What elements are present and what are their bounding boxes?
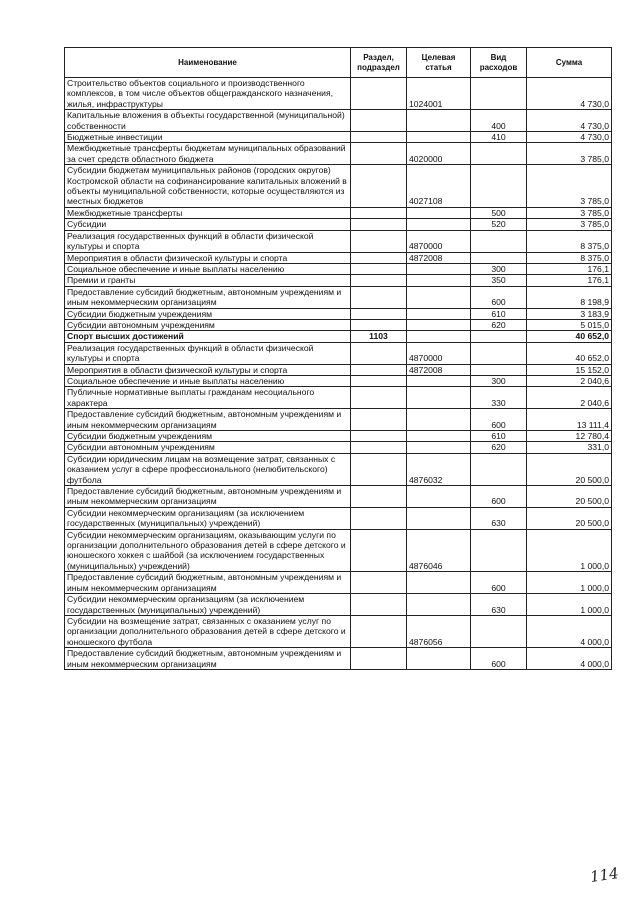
- cell-target: 4872008: [407, 364, 471, 375]
- cell-name: Субсидии бюджетным учреждениям: [65, 431, 351, 442]
- cell-name: Премии и гранты: [65, 275, 351, 286]
- cell-sum: 3 785,0: [527, 165, 612, 208]
- page-number: 114: [588, 864, 620, 886]
- table-row: [65, 132, 612, 143]
- table-row: [65, 486, 612, 508]
- cell-section: [351, 431, 407, 442]
- cell-section: [351, 442, 407, 453]
- cell-sum: 40 652,0: [527, 331, 612, 342]
- cell-name: Субсидии на возмещение затрат, связанных с оказанием услуг по организации дополнительного образования детей в сфере детского и юношеского футбола: [65, 615, 351, 647]
- cell-name: Субсидии некоммерческим организациям (за исключением государственных (муниципальных) учреждений): [65, 507, 351, 529]
- table-row: [65, 431, 612, 442]
- cell-section: [351, 78, 407, 110]
- cell-target: [407, 486, 471, 508]
- table-row: [65, 453, 612, 485]
- table-row: [65, 219, 612, 230]
- cell-type: 610: [471, 308, 527, 319]
- cell-section: [351, 594, 407, 616]
- cell-target: [407, 319, 471, 330]
- cell-sum: 8 375,0: [527, 230, 612, 252]
- table-row: [65, 594, 612, 616]
- table-row: [65, 529, 612, 572]
- cell-type: 610: [471, 431, 527, 442]
- cell-name: Субсидии юридическим лицам на возмещение затрат, связанных с оказанием услуг в сфере профессионального (нелюбительского) футбола: [65, 453, 351, 485]
- cell-type: 630: [471, 507, 527, 529]
- cell-type: 620: [471, 319, 527, 330]
- cell-sum: 176,1: [527, 275, 612, 286]
- cell-target: [407, 331, 471, 342]
- cell-sum: 8 198,9: [527, 286, 612, 308]
- table-row: [65, 409, 612, 431]
- cell-type: [471, 615, 527, 647]
- cell-name: Субсидии бюджетным учреждениям: [65, 308, 351, 319]
- cell-target: [407, 132, 471, 143]
- cell-type: [471, 529, 527, 572]
- cell-section: [351, 342, 407, 364]
- cell-target: 4870000: [407, 342, 471, 364]
- cell-name: Реализация государственных функций в области физической культуры и спорта: [65, 230, 351, 252]
- table-row: [65, 165, 612, 208]
- table-row: [65, 207, 612, 218]
- cell-sum: 4 730,0: [527, 132, 612, 143]
- cell-type: 400: [471, 110, 527, 132]
- cell-name: Субсидии некоммерческим организациям (за исключением государственных (муниципальных) учреждений): [65, 594, 351, 616]
- table-row: [65, 342, 612, 364]
- cell-section: [351, 364, 407, 375]
- header-row: [65, 48, 612, 78]
- cell-target: 1024001: [407, 78, 471, 110]
- cell-target: [407, 207, 471, 218]
- cell-section: [351, 110, 407, 132]
- table-row: [65, 308, 612, 319]
- table-row: [65, 319, 612, 330]
- cell-section: [351, 615, 407, 647]
- cell-name: Строительство объектов социального и производственного комплексов, в том числе объектов общегражданского назначения, жилья, инфраструктуры: [65, 78, 351, 110]
- header-sum: Сумма: [527, 48, 612, 78]
- cell-target: [407, 275, 471, 286]
- cell-section: [351, 453, 407, 485]
- table-row: [65, 252, 612, 263]
- header-section: Раздел, подраздел: [351, 48, 407, 78]
- cell-sum: 20 500,0: [527, 486, 612, 508]
- cell-type: 620: [471, 442, 527, 453]
- cell-type: [471, 165, 527, 208]
- cell-section: [351, 308, 407, 319]
- cell-type: 330: [471, 387, 527, 409]
- cell-section: [351, 409, 407, 431]
- cell-type: 600: [471, 409, 527, 431]
- cell-name: Субсидии автономным учреждениям: [65, 319, 351, 330]
- table-row: [65, 110, 612, 132]
- cell-sum: 40 652,0: [527, 342, 612, 364]
- cell-sum: 3 785,0: [527, 219, 612, 230]
- cell-name: Реализация государственных функций в области физической культуры и спорта: [65, 342, 351, 364]
- table-row: [65, 364, 612, 375]
- cell-sum: 176,1: [527, 263, 612, 274]
- cell-type: 300: [471, 263, 527, 274]
- cell-type: [471, 342, 527, 364]
- table-row: [65, 78, 612, 110]
- cell-type: 520: [471, 219, 527, 230]
- cell-type: 600: [471, 572, 527, 594]
- cell-section: [351, 319, 407, 330]
- cell-name: Социальное обеспечение и иные выплаты населению: [65, 375, 351, 386]
- cell-name: Предоставление субсидий бюджетным, автономным учреждениям и иным некоммерческим организациям: [65, 572, 351, 594]
- cell-target: [407, 263, 471, 274]
- cell-target: 4870000: [407, 230, 471, 252]
- cell-name: Предоставление субсидий бюджетным, автономным учреждениям и иным некоммерческим организациям: [65, 409, 351, 431]
- cell-target: 4872008: [407, 252, 471, 263]
- cell-type: 300: [471, 375, 527, 386]
- cell-name: Межбюджетные трансферты бюджетам муниципальных образований за счет средств областного бюджета: [65, 143, 351, 165]
- cell-sum: 12 780,4: [527, 431, 612, 442]
- cell-section: [351, 143, 407, 165]
- cell-sum: 8 375,0: [527, 252, 612, 263]
- cell-target: [407, 110, 471, 132]
- cell-section: [351, 529, 407, 572]
- cell-name: Субсидии бюджетам муниципальных районов (городских округов) Костромской области на софинансирование капитальных вложений в объекты муниципальной собственности, которые осуществляются из местных бюджетов: [65, 165, 351, 208]
- cell-section: [351, 486, 407, 508]
- cell-section: [351, 648, 407, 670]
- cell-name: Предоставление субсидий бюджетным, автономным учреждениям и иным некоммерческим организациям: [65, 286, 351, 308]
- cell-target: [407, 409, 471, 431]
- cell-sum: 331,0: [527, 442, 612, 453]
- table-row: [65, 143, 612, 165]
- cell-type: 410: [471, 132, 527, 143]
- cell-sum: 3 785,0: [527, 207, 612, 218]
- cell-name: Мероприятия в области физической культуры и спорта: [65, 364, 351, 375]
- cell-target: [407, 431, 471, 442]
- cell-section: [351, 263, 407, 274]
- cell-section: [351, 375, 407, 386]
- cell-target: [407, 572, 471, 594]
- cell-name: Предоставление субсидий бюджетным, автономным учреждениям и иным некоммерческим организациям: [65, 648, 351, 670]
- cell-type: [471, 78, 527, 110]
- cell-sum: 20 500,0: [527, 453, 612, 485]
- header-name: Наименование: [65, 48, 351, 78]
- cell-target: [407, 375, 471, 386]
- cell-sum: 1 000,0: [527, 572, 612, 594]
- cell-sum: 4 000,0: [527, 615, 612, 647]
- cell-sum: 20 500,0: [527, 507, 612, 529]
- cell-sum: 2 040,6: [527, 387, 612, 409]
- cell-type: [471, 252, 527, 263]
- cell-sum: 5 015,0: [527, 319, 612, 330]
- table-row: [65, 507, 612, 529]
- table-row: [65, 286, 612, 308]
- cell-target: [407, 507, 471, 529]
- cell-target: 4876032: [407, 453, 471, 485]
- cell-type: 500: [471, 207, 527, 218]
- cell-type: 350: [471, 275, 527, 286]
- table-body: [65, 78, 612, 670]
- table-row: [65, 442, 612, 453]
- table-row: [65, 387, 612, 409]
- cell-section: 1103: [351, 331, 407, 342]
- cell-target: 4876056: [407, 615, 471, 647]
- cell-type: [471, 230, 527, 252]
- cell-name: Бюджетные инвестиции: [65, 132, 351, 143]
- cell-type: 600: [471, 648, 527, 670]
- cell-name: Межбюджетные трансферты: [65, 207, 351, 218]
- cell-sum: 1 000,0: [527, 529, 612, 572]
- cell-section: [351, 387, 407, 409]
- cell-section: [351, 165, 407, 208]
- cell-sum: 13 111,4: [527, 409, 612, 431]
- cell-target: [407, 219, 471, 230]
- cell-name: Предоставление субсидий бюджетным, автономным учреждениям и иным некоммерческим организациям: [65, 486, 351, 508]
- cell-target: [407, 308, 471, 319]
- cell-section: [351, 275, 407, 286]
- cell-type: [471, 143, 527, 165]
- table-row: [65, 230, 612, 252]
- cell-type: [471, 453, 527, 485]
- cell-sum: 3 183,9: [527, 308, 612, 319]
- table-row: [65, 375, 612, 386]
- cell-sum: 4 730,0: [527, 78, 612, 110]
- table-row: [65, 275, 612, 286]
- header-target: Целевая статья: [407, 48, 471, 78]
- table-row: [65, 648, 612, 670]
- cell-name: Субсидии: [65, 219, 351, 230]
- header-type: Вид расходов: [471, 48, 527, 78]
- table-row: [65, 572, 612, 594]
- cell-name: Спорт высших достижений: [65, 331, 351, 342]
- cell-target: [407, 286, 471, 308]
- table-row: [65, 263, 612, 274]
- cell-name: Капитальные вложения в объекты государственной (муниципальной) собственности: [65, 110, 351, 132]
- cell-sum: 1 000,0: [527, 594, 612, 616]
- cell-type: 630: [471, 594, 527, 616]
- cell-section: [351, 507, 407, 529]
- cell-section: [351, 207, 407, 218]
- cell-target: 4027108: [407, 165, 471, 208]
- cell-name: Мероприятия в области физической культуры и спорта: [65, 252, 351, 263]
- cell-section: [351, 572, 407, 594]
- cell-sum: 15 152,0: [527, 364, 612, 375]
- cell-sum: 3 785,0: [527, 143, 612, 165]
- cell-type: [471, 331, 527, 342]
- budget-table: [64, 47, 612, 670]
- cell-target: [407, 442, 471, 453]
- cell-name: Субсидии автономным учреждениям: [65, 442, 351, 453]
- cell-section: [351, 286, 407, 308]
- cell-type: 600: [471, 486, 527, 508]
- cell-sum: 4 000,0: [527, 648, 612, 670]
- cell-section: [351, 252, 407, 263]
- table-row: [65, 331, 612, 342]
- cell-target: [407, 594, 471, 616]
- cell-target: 4020000: [407, 143, 471, 165]
- cell-type: [471, 364, 527, 375]
- cell-name: Социальное обеспечение и иные выплаты населению: [65, 263, 351, 274]
- cell-sum: 2 040,6: [527, 375, 612, 386]
- cell-name: Публичные нормативные выплаты гражданам несоциального характера: [65, 387, 351, 409]
- cell-name: Субсидии некоммерческим организациям, оказывающим услуги по организации дополнительного образования детей в сфере детского и юношеского хоккея с шайбой (за исключением государственных (муниципальных) учреждений): [65, 529, 351, 572]
- cell-target: 4876046: [407, 529, 471, 572]
- cell-target: [407, 648, 471, 670]
- table-row: [65, 615, 612, 647]
- cell-section: [351, 230, 407, 252]
- cell-target: [407, 387, 471, 409]
- cell-section: [351, 219, 407, 230]
- cell-type: 600: [471, 286, 527, 308]
- cell-sum: 4 730,0: [527, 110, 612, 132]
- cell-section: [351, 132, 407, 143]
